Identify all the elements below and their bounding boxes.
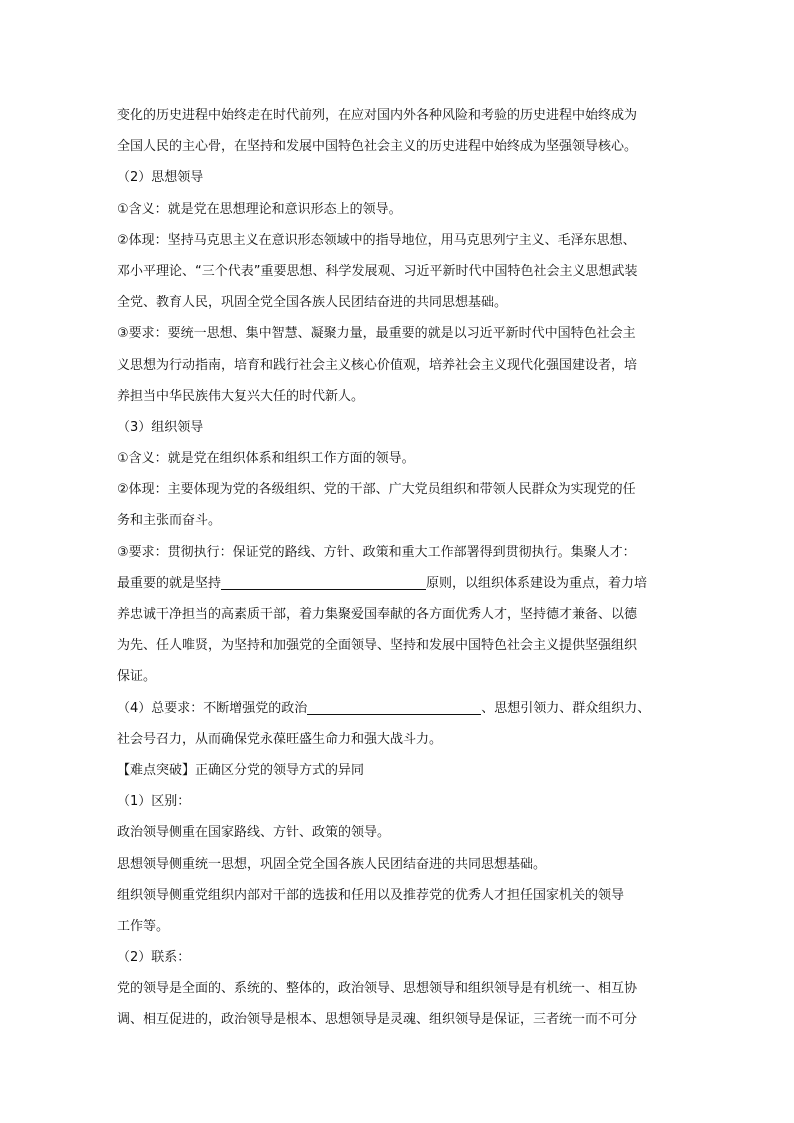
text-line: 保证。 <box>117 669 157 685</box>
text-line: 社会号召力，从而确保党永葆旺盛生命力和强大战斗力。 <box>117 731 443 747</box>
text-line: 组织领导侧重党组织内部对干部的选拔和任用以及推荐党的优秀人才担任国家机关的领导 <box>117 887 625 903</box>
text-line: 思想领导侧重统一思想，巩固全党全国各族人民团结奋进的共同思想基础。 <box>117 856 547 872</box>
text-line: 邓小平理论、“三个代表”重要思想、科学发展观、习近平新时代中国特色社会主义思想武装 <box>117 263 638 279</box>
text-line: 务和主张而奋斗。 <box>117 513 222 529</box>
text-line: 工作等。 <box>117 918 170 934</box>
fill-in-line <box>117 568 687 599</box>
fill-in-line <box>117 693 687 724</box>
section-heading: （2）联系： <box>117 950 191 966</box>
answer-blank[interactable] <box>307 698 481 715</box>
section-heading: （3）组织领导 <box>117 419 204 435</box>
text-line: 党的领导是全面的、系统的、整体的，政治领导、思想领导和组织领导是有机统一、相互协 <box>117 981 638 997</box>
answer-blank[interactable] <box>221 573 426 590</box>
text-line: ①含义：就是党在组织体系和组织工作方面的领导。 <box>117 451 415 467</box>
text-line: 养忠诚干净担当的高素质干部，着力集聚爱国奉献的各方面优秀人才，坚持德才兼备、以德 <box>117 607 638 622</box>
fill-in-text-before: （4）总要求：不断增强党的政治 <box>117 700 308 716</box>
fill-in-text-after: 、思想引领力、群众组织力、 <box>481 700 651 716</box>
section-heading: 【难点突破】正确区分党的领导方式的异同 <box>117 762 365 778</box>
text-line: 全国人民的主心骨，在坚持和发展中国特色社会主义的历史进程中始终成为坚强领导核心。 <box>117 139 638 155</box>
text-line: 政治领导侧重在国家路线、方针、政策的领导。 <box>117 825 391 841</box>
section-heading: （2）思想领导 <box>117 170 204 186</box>
text-line: ②体现：坚持马克思主义在意识形态领域中的指导地位，用马克思列宁主义、毛泽东思想、 <box>117 232 636 248</box>
fill-in-text-after: 原则，以组织体系建设为重点，着力培 <box>426 575 648 591</box>
text-line: 养担当中华民族伟大复兴大任的时代新人。 <box>117 388 365 404</box>
document-body <box>117 100 687 1036</box>
text-line: 变化的历史进程中始终走在时代前列，在应对国内外各种风险和考验的历史进程中始终成为 <box>117 108 638 123</box>
text-line: 为先、任人唯贤，为坚持和加强党的全面领导、坚持和发展中国特色社会主义提供坚强组织 <box>117 638 638 654</box>
text-line: ③要求：贯彻执行：保证党的路线、方针、政策和重大工作部署得到贯彻执行。集聚人才： <box>117 544 636 560</box>
fill-in-text-before: 最重要的就是坚持 <box>117 575 222 591</box>
text-line: ③要求：要统一思想、集中智慧、凝聚力量，最重要的就是以习近平新时代中国特色社会主 <box>117 326 636 342</box>
text-line: ②体现：主要体现为党的各级组织、党的干部、广大党员组织和带领人民群众为实现党的任 <box>117 482 636 498</box>
text-line: 义思想为行动指南，培育和践行社会主义核心价值观，培养社会主义现代化强国建设者，培 <box>117 357 638 373</box>
text-line: ①含义：就是党在思想理论和意识形态上的领导。 <box>117 201 402 217</box>
text-line: 全党、教育人民，巩固全党全国各族人民团结奋进的共同思想基础。 <box>117 295 508 311</box>
section-heading: （1）区别： <box>117 794 191 810</box>
text-line: 调、相互促进的，政治领导是根本、思想领导是灵魂、组织领导是保证，三者统一而不可分 <box>117 1012 638 1028</box>
